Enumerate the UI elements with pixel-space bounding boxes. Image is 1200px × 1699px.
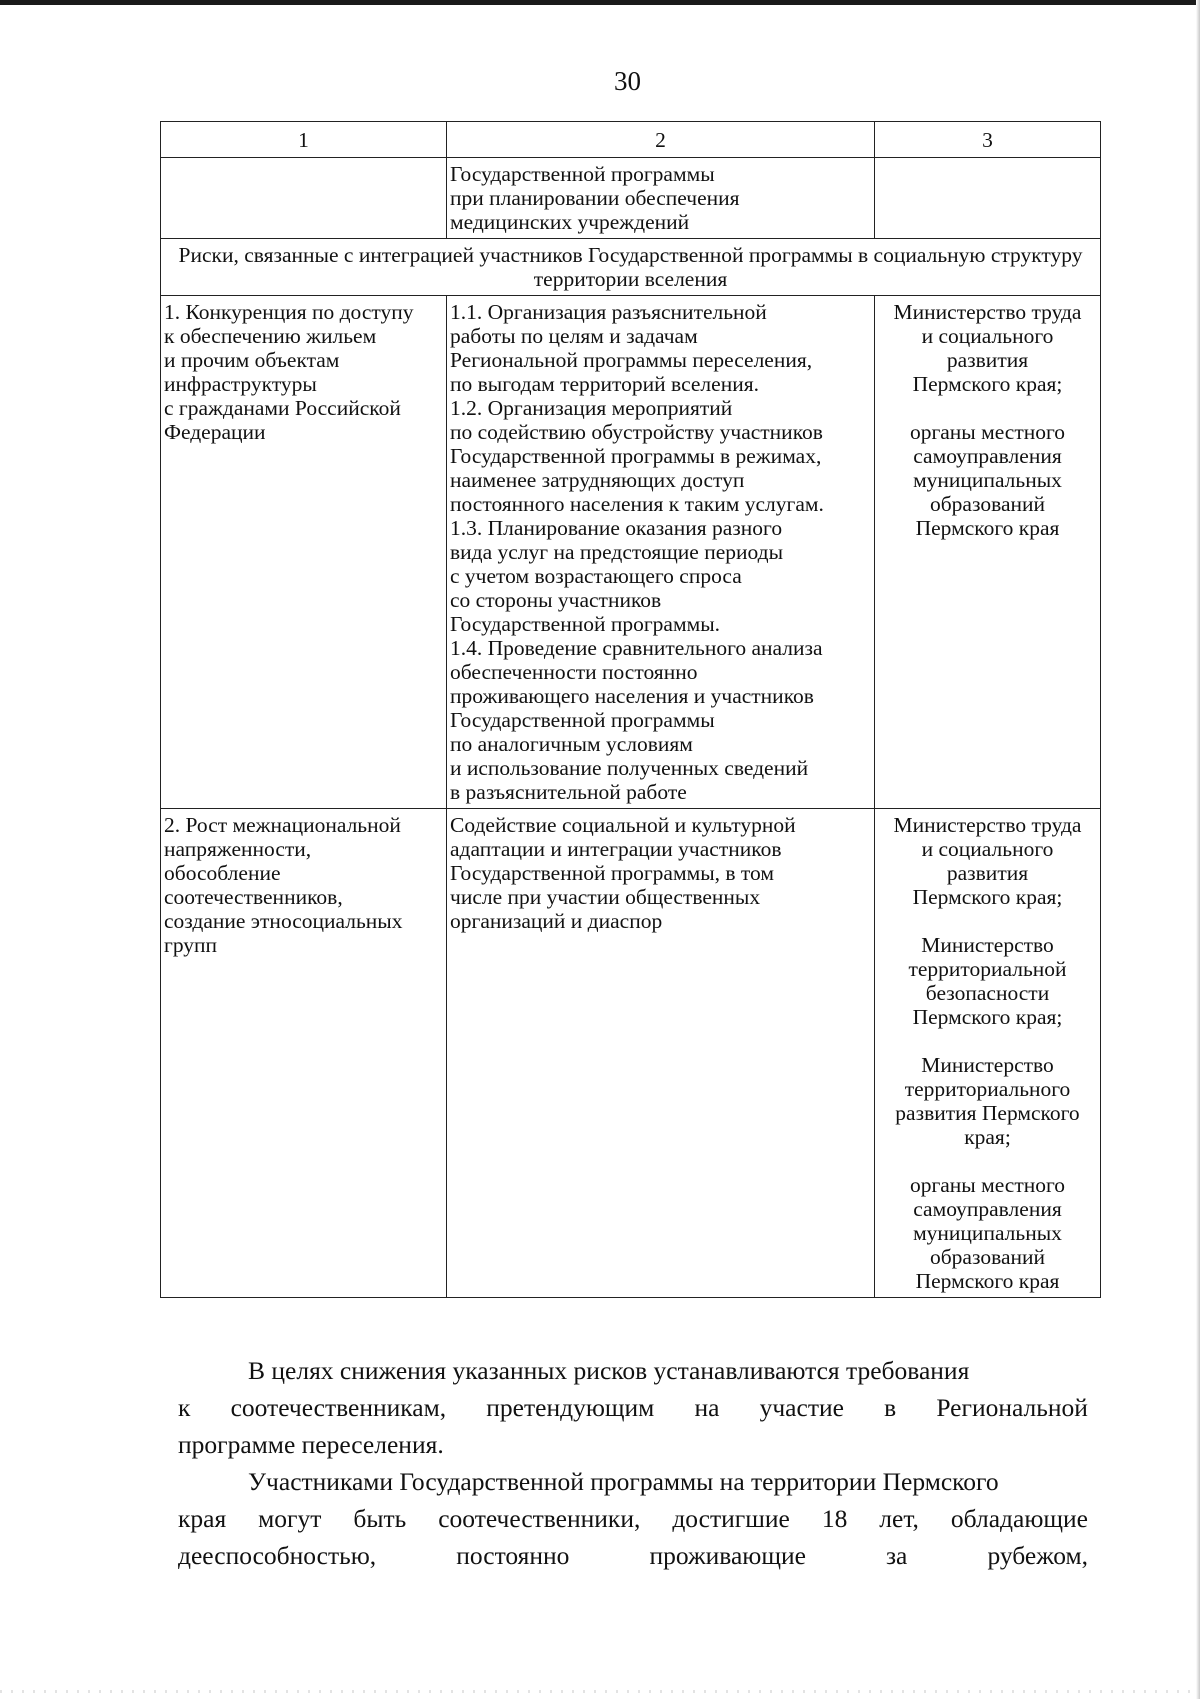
text-line: по содействию обустройству участников xyxy=(450,420,823,444)
text-line: 1.4. Проведение сравнительного анализа xyxy=(450,636,823,660)
text-line: Федерации xyxy=(164,420,266,444)
word: претендующим xyxy=(486,1393,655,1422)
paragraph-2-line-1: Участниками Государственной программы на территории Пермского xyxy=(248,1467,999,1496)
paragraph-1-line-1: В целях снижения указанных рисков устанавливаются требования xyxy=(248,1356,970,1385)
word: на xyxy=(694,1393,720,1422)
measures-cell-1 xyxy=(447,296,875,809)
responsible-line: территориального xyxy=(904,1077,1071,1101)
text-line: Региональной программы переселения, xyxy=(450,348,813,372)
paragraph-1-line-2 xyxy=(178,1389,1088,1426)
responsible-line: самоуправления xyxy=(913,1197,1062,1221)
section-title: Риски, связанные с интеграцией участников Государственной программы в социальную структуру территории вселения xyxy=(161,239,1101,296)
word: 18 xyxy=(821,1504,848,1533)
responsible-line: Министерство труда xyxy=(893,300,1082,324)
header-col-2: 2 xyxy=(447,122,875,158)
word: проживающие xyxy=(649,1541,806,1570)
text-line: постоянного населения к таким услугам. xyxy=(450,492,824,516)
word: рубежом, xyxy=(987,1541,1088,1570)
table-row-continuation xyxy=(161,158,1101,239)
responsible-line: Пермского края xyxy=(915,1269,1060,1293)
text-line: 1.3. Планирование оказания разного xyxy=(450,516,783,540)
text-line: Государственной программы. xyxy=(450,612,721,636)
group-gap xyxy=(878,1149,1097,1173)
text-line: числе при участии общественных xyxy=(450,885,761,909)
responsible-line: образований xyxy=(929,1245,1046,1269)
group-gap xyxy=(878,396,1097,420)
text-line: 1. Конкуренция по доступу xyxy=(164,300,414,324)
text-line: 1.1. Организация разъяснительной xyxy=(450,300,767,324)
responsible-line: развития Пермского xyxy=(895,1101,1080,1125)
text-line: групп xyxy=(164,933,218,957)
header-col-1: 1 xyxy=(161,122,447,158)
text-line: в разъяснительной работе xyxy=(450,780,687,804)
continuation-col-1 xyxy=(161,158,447,239)
paragraph-2-line-2 xyxy=(178,1500,1088,1537)
header-col-3: 3 xyxy=(875,122,1101,158)
text-line: Государственной программы в режимах, xyxy=(450,444,822,468)
paragraph-1-line-3: программе переселения. xyxy=(178,1430,444,1459)
responsible-line: Пермского края; xyxy=(912,1005,1063,1029)
text-line: наименее затрудняющих доступ xyxy=(450,468,745,492)
word: постоянно xyxy=(456,1541,570,1570)
responsible-line: Министерство xyxy=(921,1053,1054,1077)
responsible-line: безопасности xyxy=(925,981,1050,1005)
paragraph-2-line-3 xyxy=(178,1537,1088,1574)
text-line: по выгодам территорий вселения. xyxy=(450,372,759,396)
risk-table xyxy=(160,121,1101,1298)
responsible-line: и социального xyxy=(921,837,1054,861)
body-paragraphs xyxy=(178,1352,1088,1574)
responsible-line: самоуправления xyxy=(913,444,1062,468)
text-line: 1.2. Организация мероприятий xyxy=(450,396,733,420)
text-line: и прочим объектам xyxy=(164,348,340,372)
word: Региональной xyxy=(936,1393,1088,1422)
responsible-line: Министерство xyxy=(921,933,1054,957)
text-line: и использование полученных сведений xyxy=(450,756,809,780)
risk-cell-1 xyxy=(161,296,447,809)
word: лет, xyxy=(879,1504,919,1533)
text-line: инфраструктуры xyxy=(164,372,317,396)
text-line: Государственной программы xyxy=(450,162,715,186)
text-line: обособление xyxy=(164,861,281,885)
text-line: медицинских учреждений xyxy=(450,210,690,234)
text-line: Государственной программы, в том xyxy=(450,861,774,885)
responsible-line: муниципальных xyxy=(913,1221,1062,1245)
word: дееспособностью, xyxy=(178,1541,377,1570)
group-gap xyxy=(878,909,1097,933)
text-line: обеспеченности постоянно xyxy=(450,660,698,684)
table-row xyxy=(161,809,1101,1298)
word: обладающие xyxy=(950,1504,1088,1533)
scan-edge-right xyxy=(1196,0,1200,1699)
text-line: напряженности, xyxy=(164,837,312,861)
table-header-row xyxy=(161,122,1101,158)
word: соотечественникам, xyxy=(230,1393,447,1422)
text-line: к обеспечению жильем xyxy=(164,324,377,348)
text-line: вида услуг на предстоящие периоды xyxy=(450,540,784,564)
risk-cell-2 xyxy=(161,809,447,1298)
table-row xyxy=(161,296,1101,809)
word: края xyxy=(178,1504,227,1533)
word: в xyxy=(884,1393,897,1422)
responsible-line: муниципальных xyxy=(913,468,1062,492)
text-line: 2. Рост межнациональной xyxy=(164,813,401,837)
text-line: Государственной программы xyxy=(450,708,715,732)
word: к xyxy=(178,1393,191,1422)
text-line: с учетом возрастающего спроса xyxy=(450,564,742,588)
word: за xyxy=(885,1541,908,1570)
responsible-line: Пермского края; xyxy=(912,372,1063,396)
word: соотечественники, xyxy=(438,1504,641,1533)
responsible-line: развития xyxy=(946,348,1029,372)
responsible-cell-1 xyxy=(875,296,1101,809)
responsible-line: края; xyxy=(964,1125,1011,1149)
page-number: 30 xyxy=(614,66,641,96)
text-line: соотечественников, xyxy=(164,885,343,909)
scan-noise xyxy=(0,1690,1200,1693)
text-line: со стороны участников xyxy=(450,588,662,612)
text-line: проживающего населения и участников xyxy=(450,684,814,708)
continuation-col-3 xyxy=(875,158,1101,239)
responsible-line: Пермского края xyxy=(915,516,1060,540)
text-line: Содействие социальной и культурной xyxy=(450,813,796,837)
word: достигшие xyxy=(672,1504,790,1533)
responsible-line: Министерство труда xyxy=(893,813,1082,837)
responsible-line: и социального xyxy=(921,324,1054,348)
section-title-row xyxy=(161,239,1101,296)
responsible-line: органы местного xyxy=(909,420,1066,444)
responsible-line: органы местного xyxy=(909,1173,1066,1197)
word: участие xyxy=(759,1393,844,1422)
responsible-line: Пермского края; xyxy=(912,885,1063,909)
continuation-col-2 xyxy=(447,158,875,239)
responsible-cell-2 xyxy=(875,809,1101,1298)
responsible-line: образований xyxy=(929,492,1046,516)
text-line: по аналогичным условиям xyxy=(450,732,693,756)
group-gap xyxy=(878,1029,1097,1053)
word: быть xyxy=(353,1504,407,1533)
scan-edge-top xyxy=(0,0,1200,5)
text-line: при планировании обеспечения xyxy=(450,186,740,210)
text-line: с гражданами Российской xyxy=(164,396,401,420)
measures-cell-2 xyxy=(447,809,875,1298)
responsible-line: развития xyxy=(946,861,1029,885)
text-line: адаптации и интеграции участников xyxy=(450,837,782,861)
text-line: работы по целям и задачам xyxy=(450,324,698,348)
word: могут xyxy=(258,1504,322,1533)
responsible-line: территориальной xyxy=(908,957,1067,981)
text-line: создание этносоциальных xyxy=(164,909,403,933)
text-line: организаций и диаспор xyxy=(450,909,663,933)
